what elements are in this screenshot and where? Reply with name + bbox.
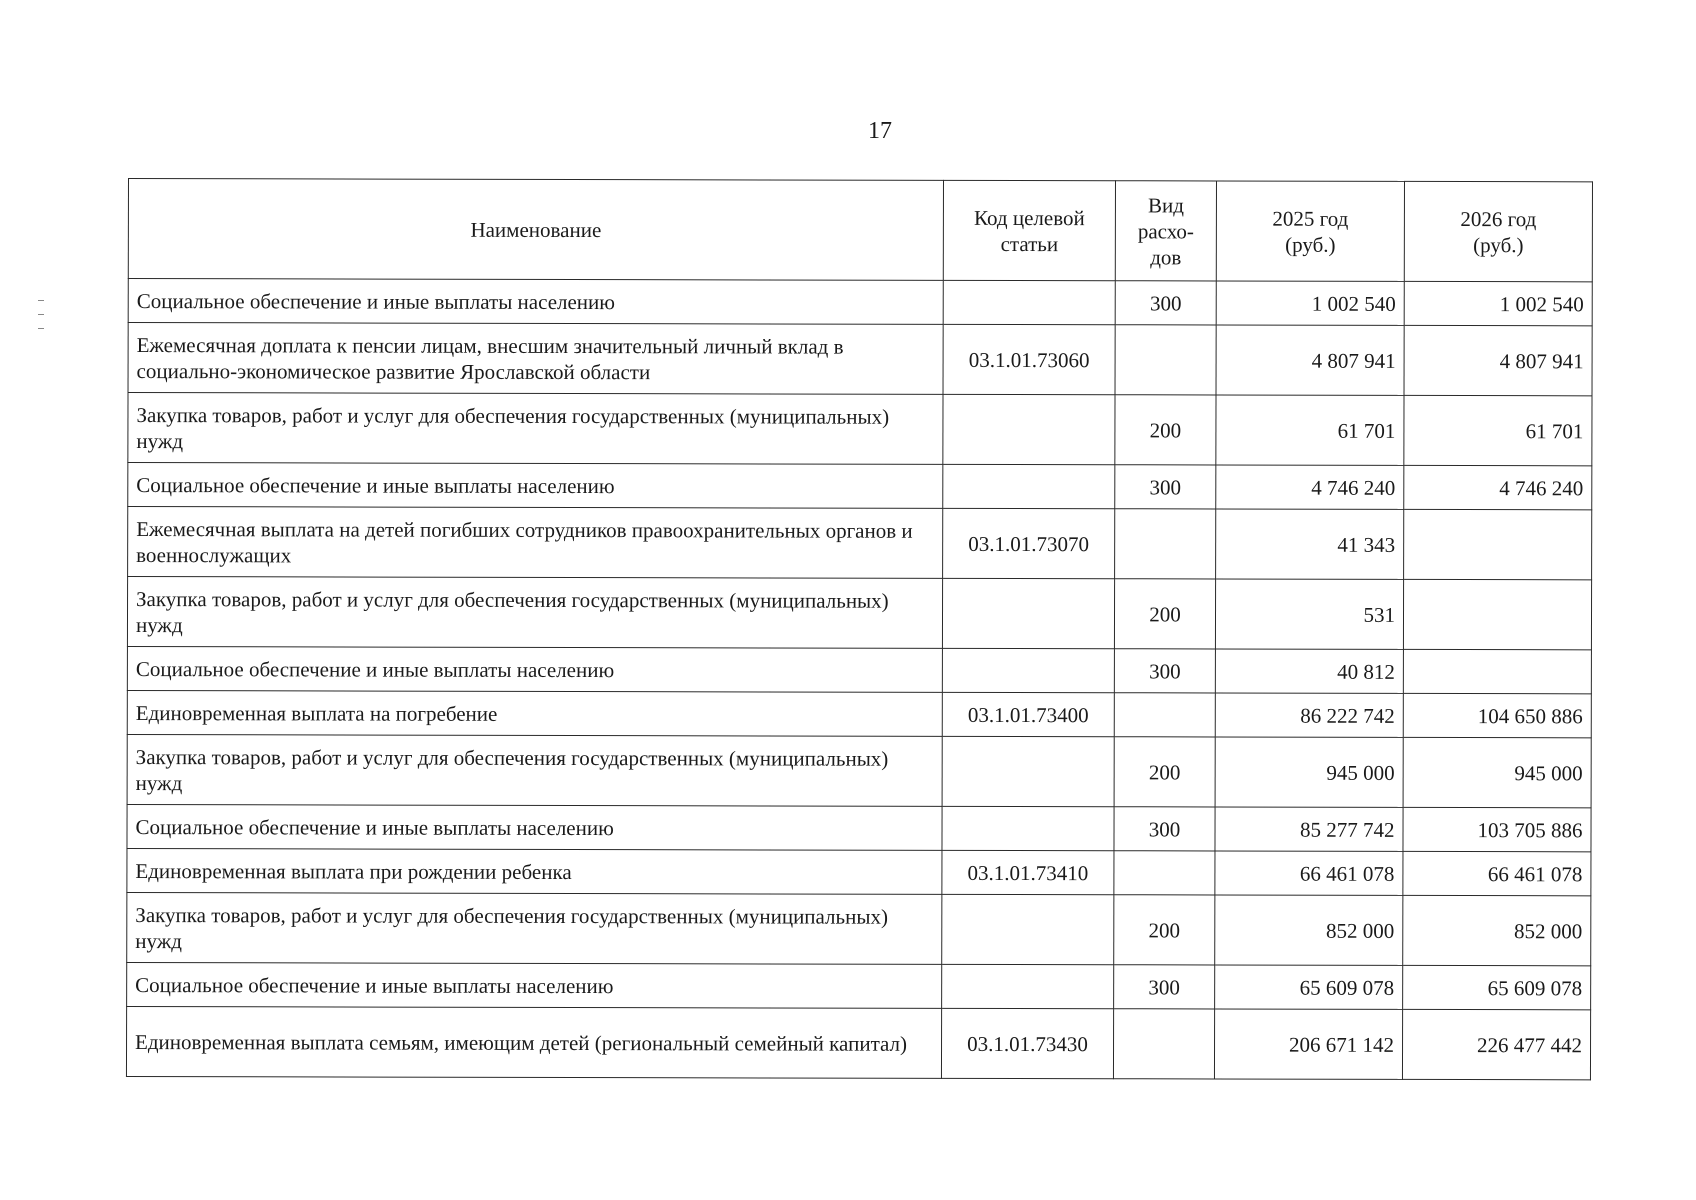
cell-2025: 86 222 742 <box>1215 693 1403 737</box>
cell-2025: 945 000 <box>1215 737 1403 807</box>
cell-code <box>942 648 1114 692</box>
cell-2025: 66 461 078 <box>1215 851 1403 895</box>
header-type: Вид расхо-дов <box>1115 181 1216 281</box>
cell-name: Ежемесячная выплата на детей погибших сотрудников правоохранительных органов и военнослужащих <box>128 507 943 579</box>
table-row <box>127 892 1591 965</box>
cell-name: Закупка товаров, работ и услуг для обеспечения государственных (муниципальных) нужд <box>128 393 943 465</box>
cell-type: 300 <box>1115 281 1216 325</box>
cell-type: 200 <box>1115 395 1216 465</box>
cell-2026: 852 000 <box>1403 895 1591 965</box>
table-row <box>127 577 1591 650</box>
table-row <box>127 962 1591 1009</box>
header-code: Код целевой статьи <box>943 180 1115 280</box>
cell-type <box>1115 325 1216 395</box>
cell-type: 300 <box>1114 965 1215 1009</box>
cell-code <box>943 394 1115 464</box>
cell-code <box>942 736 1114 806</box>
page-number: 17 <box>868 118 892 144</box>
header-year-2026: 2026 год (руб.) <box>1404 181 1592 281</box>
table-row <box>128 463 1592 510</box>
cell-2026: 1 002 540 <box>1404 281 1592 325</box>
cell-2025: 40 812 <box>1215 649 1403 693</box>
table-row <box>128 507 1592 580</box>
cell-2025: 65 609 078 <box>1215 965 1403 1009</box>
cell-2025: 4 807 941 <box>1216 325 1404 395</box>
cell-name: Закупка товаров, работ и услуг для обеспечения государственных (муниципальных) нужд <box>127 734 942 806</box>
header-year-2025: 2025 год (руб.) <box>1216 181 1404 281</box>
cell-type: 200 <box>1114 579 1215 649</box>
cell-name: Единовременная выплата на погребение <box>127 690 942 736</box>
cell-type: 200 <box>1114 895 1215 965</box>
cell-code: 03.1.01.73070 <box>943 508 1115 578</box>
cell-2025: 852 000 <box>1215 895 1403 965</box>
cell-name: Ежемесячная доплата к пенсии лицам, внесшим значительный личный вклад в социально-экономическое развитие Ярославской области <box>128 323 943 395</box>
cell-2026: 104 650 886 <box>1403 693 1591 737</box>
cell-type <box>1114 851 1215 895</box>
cell-type: 300 <box>1114 807 1215 851</box>
cell-code <box>942 894 1114 964</box>
cell-name: Единовременная выплата при рождении ребенка <box>127 848 942 894</box>
cell-name: Социальное обеспечение и иные выплаты населению <box>128 463 943 509</box>
table-row <box>127 690 1591 737</box>
table-row <box>128 393 1592 466</box>
cell-2025: 4 746 240 <box>1216 465 1404 509</box>
header-name: Наименование <box>128 179 943 281</box>
table-row <box>126 1006 1590 1079</box>
cell-2026: 65 609 078 <box>1403 965 1591 1009</box>
cell-code <box>942 964 1114 1008</box>
budget-table <box>126 178 1593 1080</box>
cell-2026: 226 477 442 <box>1402 1009 1590 1079</box>
cell-type: 200 <box>1114 737 1215 807</box>
cell-code <box>942 806 1114 850</box>
cell-code <box>942 578 1114 648</box>
cell-type <box>1115 509 1216 579</box>
cell-name: Закупка товаров, работ и услуг для обеспечения государственных (муниципальных) нужд <box>127 577 942 649</box>
cell-2025: 85 277 742 <box>1215 807 1403 851</box>
cell-name: Единовременная выплата семьям, имеющим детей (региональный семейный капитал) <box>126 1006 941 1078</box>
cell-2026: 61 701 <box>1404 395 1592 465</box>
cell-2025: 41 343 <box>1216 509 1404 579</box>
cell-code <box>943 280 1115 324</box>
table-row <box>127 734 1591 807</box>
cell-2025: 531 <box>1215 579 1403 649</box>
cell-code: 03.1.01.73430 <box>941 1008 1113 1078</box>
cell-name: Закупка товаров, работ и услуг для обеспечения государственных (муниципальных) нужд <box>127 892 942 964</box>
table-row <box>127 848 1591 895</box>
table-row <box>127 646 1591 693</box>
cell-2025: 61 701 <box>1216 395 1404 465</box>
cell-2026: 4 807 941 <box>1404 325 1592 395</box>
cell-name: Социальное обеспечение и иные выплаты населению <box>127 962 942 1008</box>
cell-2026 <box>1403 649 1591 693</box>
cell-2026: 66 461 078 <box>1403 851 1591 895</box>
cell-name: Социальное обеспечение и иные выплаты населению <box>127 646 942 692</box>
cell-2026: 945 000 <box>1403 737 1591 807</box>
cell-code: 03.1.01.73060 <box>943 324 1115 394</box>
cell-2025: 206 671 142 <box>1214 1009 1402 1079</box>
cell-2026: 4 746 240 <box>1404 465 1592 509</box>
cell-type <box>1113 1009 1214 1079</box>
scan-marks <box>38 300 46 340</box>
table-row <box>128 323 1592 396</box>
cell-2026 <box>1403 579 1591 649</box>
table-row <box>128 279 1592 326</box>
cell-type: 300 <box>1114 649 1215 693</box>
cell-code <box>943 464 1115 508</box>
cell-2025: 1 002 540 <box>1216 281 1404 325</box>
cell-name: Социальное обеспечение и иные выплаты населению <box>127 804 942 850</box>
header-row <box>128 179 1592 282</box>
cell-name: Социальное обеспечение и иные выплаты населению <box>128 279 943 325</box>
table-row <box>127 804 1591 851</box>
cell-code: 03.1.01.73400 <box>942 692 1114 736</box>
cell-2026: 103 705 886 <box>1403 807 1591 851</box>
cell-code: 03.1.01.73410 <box>942 850 1114 894</box>
cell-2026 <box>1404 509 1592 579</box>
cell-type: 300 <box>1115 465 1216 509</box>
cell-type <box>1114 693 1215 737</box>
